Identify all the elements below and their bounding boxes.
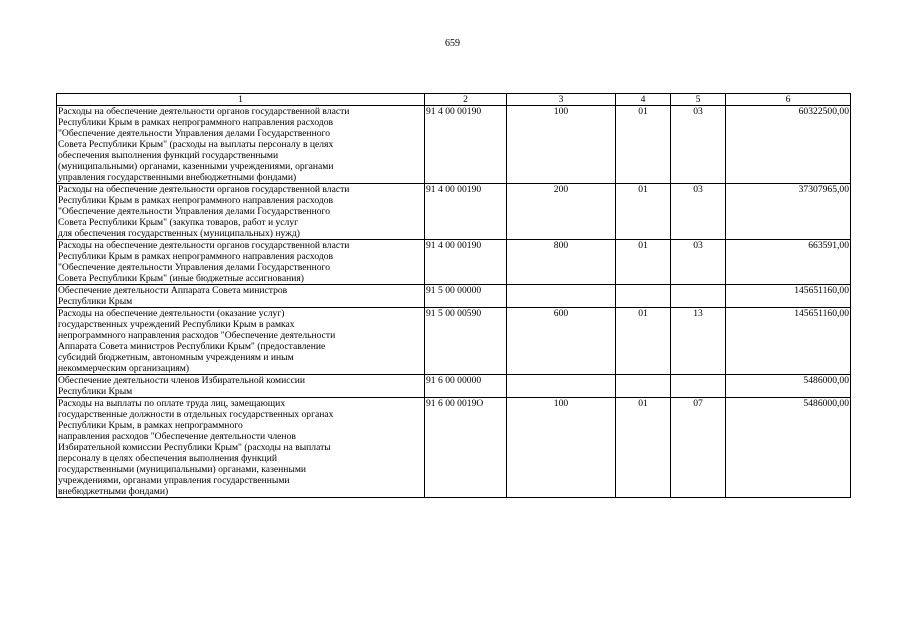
row-col3: 100 bbox=[507, 398, 616, 498]
description-line: персоналу в целях обеспечения выполнения функций bbox=[58, 453, 278, 464]
row-col3: 800 bbox=[507, 240, 616, 285]
row-code: 91 4 00 00190 bbox=[425, 240, 507, 285]
row-col4: 01 bbox=[616, 398, 671, 498]
column-header-1: 1 bbox=[57, 94, 425, 106]
row-code: 91 5 00 00000 bbox=[425, 285, 507, 308]
row-code: 91 4 00 00190 bbox=[425, 184, 507, 240]
row-col5 bbox=[671, 285, 726, 308]
description-line: Расходы на выплаты по оплате труда лиц, замещающих bbox=[58, 398, 286, 409]
row-col5: 07 bbox=[671, 398, 726, 498]
row-col3: 200 bbox=[507, 184, 616, 240]
description-line: внебюджетными фондами) bbox=[58, 486, 169, 497]
column-header-4: 4 bbox=[616, 94, 671, 106]
column-header-5: 5 bbox=[671, 94, 726, 106]
row-col3 bbox=[507, 285, 616, 308]
description-line: Расходы на обеспечение деятельности органов государственной власти bbox=[58, 184, 350, 195]
row-col3: 100 bbox=[507, 106, 616, 184]
row-description bbox=[57, 375, 425, 398]
row-col3 bbox=[507, 375, 616, 398]
row-col4: 01 bbox=[616, 106, 671, 184]
description-line: (муниципальными) органами, казенными учреждениями, органами bbox=[58, 161, 334, 172]
description-line: Республики Крым bbox=[58, 386, 133, 397]
table-row bbox=[57, 106, 851, 184]
table-row bbox=[57, 240, 851, 285]
description-line: для обеспечения государственных (муниципальных) нужд) bbox=[58, 228, 300, 239]
row-amount: 145651160,00 bbox=[726, 308, 851, 375]
row-description bbox=[57, 106, 425, 184]
description-line: учреждениями, органами управления государственными bbox=[58, 475, 290, 486]
description-line: Избирательной комиссии Республики Крым" (расходы на выплаты bbox=[58, 442, 331, 453]
row-col3: 600 bbox=[507, 308, 616, 375]
description-line: "Обеспечение деятельности Управления делами Государственного bbox=[58, 262, 331, 273]
column-header-6: 6 bbox=[726, 94, 851, 106]
description-line: субсидий бюджетным, автономным учреждениям и иным bbox=[58, 352, 294, 363]
description-line: Расходы на обеспечение деятельности (оказание услуг) bbox=[58, 308, 285, 319]
row-col4 bbox=[616, 375, 671, 398]
description-line: государственными (муниципальными) органами, казенными bbox=[58, 464, 307, 475]
table-row bbox=[57, 184, 851, 240]
row-amount: 5486000,00 bbox=[726, 375, 851, 398]
description-line: Совета Республики Крым" (расходы на выплаты персоналу в целях bbox=[58, 139, 334, 150]
description-line: Республики Крым в рамках непрограммного направления расходов bbox=[58, 117, 334, 128]
description-line: "Обеспечение деятельности Управления делами Государственного bbox=[58, 206, 331, 217]
table-header-row bbox=[57, 94, 851, 106]
row-code: 91 6 00 00000 bbox=[425, 375, 507, 398]
page-number: 659 bbox=[445, 38, 460, 49]
table-row bbox=[57, 308, 851, 375]
row-description bbox=[57, 285, 425, 308]
description-line: Совета Республики Крым" (закупка товаров, работ и услуг bbox=[58, 217, 299, 228]
row-col4: 01 bbox=[616, 184, 671, 240]
description-line: Расходы на обеспечение деятельности органов государственной власти bbox=[58, 106, 350, 117]
description-line: направления расходов "Обеспечение деятельности членов bbox=[58, 431, 296, 442]
description-line: непрограммного направления расходов "Обеспечение деятельности bbox=[58, 330, 336, 341]
table-row bbox=[57, 398, 851, 498]
description-line: некоммерческим организациям) bbox=[58, 363, 190, 374]
description-line: Обеспечение деятельности членов Избирательной комиссии bbox=[58, 375, 306, 386]
row-amount: 663591,00 bbox=[726, 240, 851, 285]
description-line: Обеспечение деятельности Аппарата Совета министров bbox=[58, 285, 288, 296]
row-col5: 03 bbox=[671, 106, 726, 184]
row-col5: 03 bbox=[671, 184, 726, 240]
row-amount: 37307965,00 bbox=[726, 184, 851, 240]
row-code: 91 6 00 0019О bbox=[425, 398, 507, 498]
row-col5 bbox=[671, 375, 726, 398]
row-amount: 145651160,00 bbox=[726, 285, 851, 308]
description-line: Совета Республики Крым" (иные бюджетные ассигнования) bbox=[58, 273, 304, 284]
row-amount: 60322500,00 bbox=[726, 106, 851, 184]
description-line: Республики Крым bbox=[58, 296, 133, 307]
column-header-2: 2 bbox=[425, 94, 507, 106]
row-description bbox=[57, 398, 425, 498]
description-line: управления государственными внебюджетными фондами) bbox=[58, 172, 297, 183]
table-row bbox=[57, 285, 851, 308]
description-line: Республики Крым в рамках непрограммного направления расходов bbox=[58, 251, 334, 262]
column-header-3: 3 bbox=[507, 94, 616, 106]
description-line: Расходы на обеспечение деятельности органов государственной власти bbox=[58, 240, 350, 251]
row-description bbox=[57, 240, 425, 285]
description-line: обеспечения выполнения функций государственными bbox=[58, 150, 279, 161]
row-code: 91 4 00 00190 bbox=[425, 106, 507, 184]
description-line: государственных учреждений Республики Крым в рамках bbox=[58, 319, 295, 330]
table-body bbox=[57, 106, 851, 498]
row-col5: 03 bbox=[671, 240, 726, 285]
budget-table bbox=[56, 93, 851, 498]
description-line: Аппарата Совета министров Республики Крым" (предоставление bbox=[58, 341, 326, 352]
row-col4: 01 bbox=[616, 240, 671, 285]
description-line: Республики Крым в рамках непрограммного направления расходов bbox=[58, 195, 334, 206]
description-line: Республики Крым, в рамках непрограммного bbox=[58, 420, 243, 431]
description-line: "Обеспечение деятельности Управления делами Государственного bbox=[58, 128, 331, 139]
row-col5: 13 bbox=[671, 308, 726, 375]
description-line: государственные должности в отдельных государственных органах bbox=[58, 409, 334, 420]
row-amount: 5486000,00 bbox=[726, 398, 851, 498]
row-col4 bbox=[616, 285, 671, 308]
row-code: 91 5 00 00590 bbox=[425, 308, 507, 375]
row-description bbox=[57, 184, 425, 240]
table-row bbox=[57, 375, 851, 398]
row-col4: 01 bbox=[616, 308, 671, 375]
row-description bbox=[57, 308, 425, 375]
